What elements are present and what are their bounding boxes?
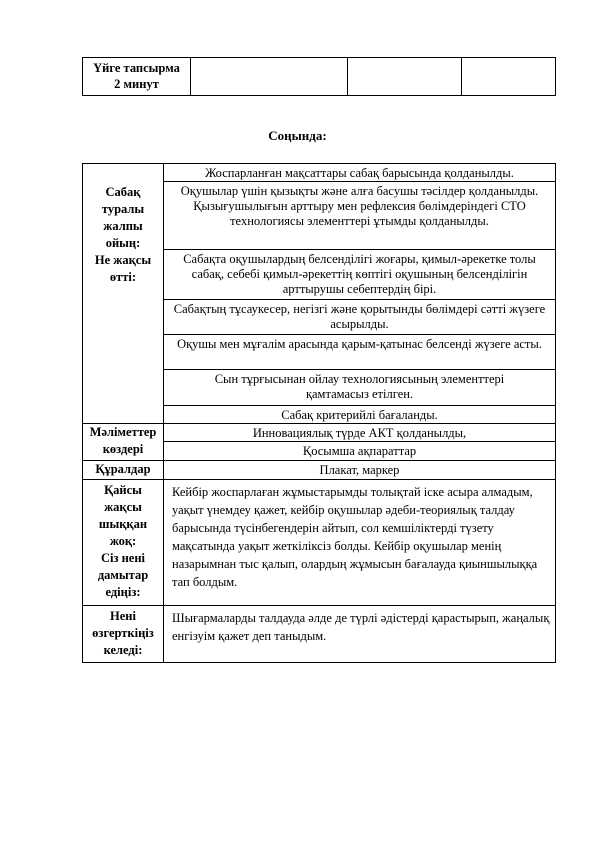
change-label xyxy=(83,606,164,663)
tools-value: Плакат, маркер xyxy=(164,461,556,480)
reflection-item: Жоспарланған мақсаттары сабақ барысында қолданылды. xyxy=(164,164,556,182)
label-line: Не жақсы xyxy=(94,253,152,267)
reflection-item: Оқушылар үшін қызықты және алға басушы тәсілдер қолданылды. Қызығушылығын арттыру мен рефлексия бөлімдеріндегі СТО технологиясы элементтері ұтымды қолданылды. xyxy=(164,182,556,250)
reflection-table xyxy=(82,163,556,663)
homework-cell xyxy=(83,58,191,96)
sources-label xyxy=(83,424,164,461)
reflection-item: Сабақ критерийлі бағаланды. xyxy=(164,406,556,424)
label-line: шыққан xyxy=(98,517,148,531)
label-line: Мәліметтер xyxy=(89,425,157,439)
source-item: Қосымша ақпараттар xyxy=(164,442,556,461)
improvement-label xyxy=(83,480,164,606)
homework-duration: 2 минут xyxy=(114,77,159,91)
label-line: Сабақ xyxy=(105,185,141,199)
source-item: Инновациялық түрде АКТ қолданылды, xyxy=(164,424,556,442)
section-heading: Соңында: xyxy=(268,128,327,143)
label-line: келеді: xyxy=(103,643,143,657)
general-reflection-label xyxy=(83,164,164,424)
empty-cell xyxy=(191,58,348,96)
label-line: ойың: xyxy=(105,236,141,250)
label-line: жалпы xyxy=(103,219,143,233)
improvement-text: Кейбір жоспарлаған жұмыстарымды толықтай іске асыра алмадым, уақыт үнемдеу қажет, кейбір оқушылар әдеби-теориялық талдау барысында түсінбегендерін айтып, сол кемшіліктерді түзету мақсатында уақыт жеткіліксіз болды. Кейбір оқушылар менің назарымнан тыс қалып, олардың жұмысын бағалауда қиыншылыққа тап болдым. xyxy=(164,480,556,606)
label-line: дамытар xyxy=(97,568,149,582)
reflection-item: Сабақта оқушылардың белсенділігі жоғары, қимыл-әрекетке толы сабақ, себебі қимыл-әрекеттің көптігі оқушының белсенділігін арттырушы себептердің бірі. xyxy=(164,250,556,300)
reflection-item: Оқушы мен мұғалім арасында қарым-қатынас белсенді жүзеге асты. xyxy=(164,335,556,370)
label-line: едіңіз: xyxy=(105,585,141,599)
empty-cell xyxy=(462,58,556,96)
label-line: Нені xyxy=(110,609,136,623)
label-line: туралы xyxy=(101,202,145,216)
homework-table xyxy=(82,57,556,96)
homework-label: Үйге тапсырма xyxy=(93,61,180,75)
tools-label: Құралдар xyxy=(83,461,164,480)
label-line: өтті: xyxy=(109,270,137,284)
label-line: өзгерткіңіз xyxy=(92,626,154,640)
change-text: Шығармаларды талдауда әлде де түрлі әдістерді қарастырып, жаңалық енгізуім қажет деп таныдым. xyxy=(164,606,556,663)
reflection-item: Сабақтың тұсаукесер, негізгі және қорытынды бөлімдері сәтті жүзеге асырылды. xyxy=(164,300,556,335)
reflection-item: Сын тұрғысынан ойлау технологиясының элементтері қамтамасыз етілген. xyxy=(164,370,556,406)
label-line: Сіз нені xyxy=(100,551,146,565)
label-line: Қайсы xyxy=(104,483,142,497)
empty-cell xyxy=(348,58,462,96)
label-line: жоқ: xyxy=(109,534,137,548)
label-line: көздері xyxy=(102,442,144,456)
label-line: жақсы xyxy=(104,500,142,514)
